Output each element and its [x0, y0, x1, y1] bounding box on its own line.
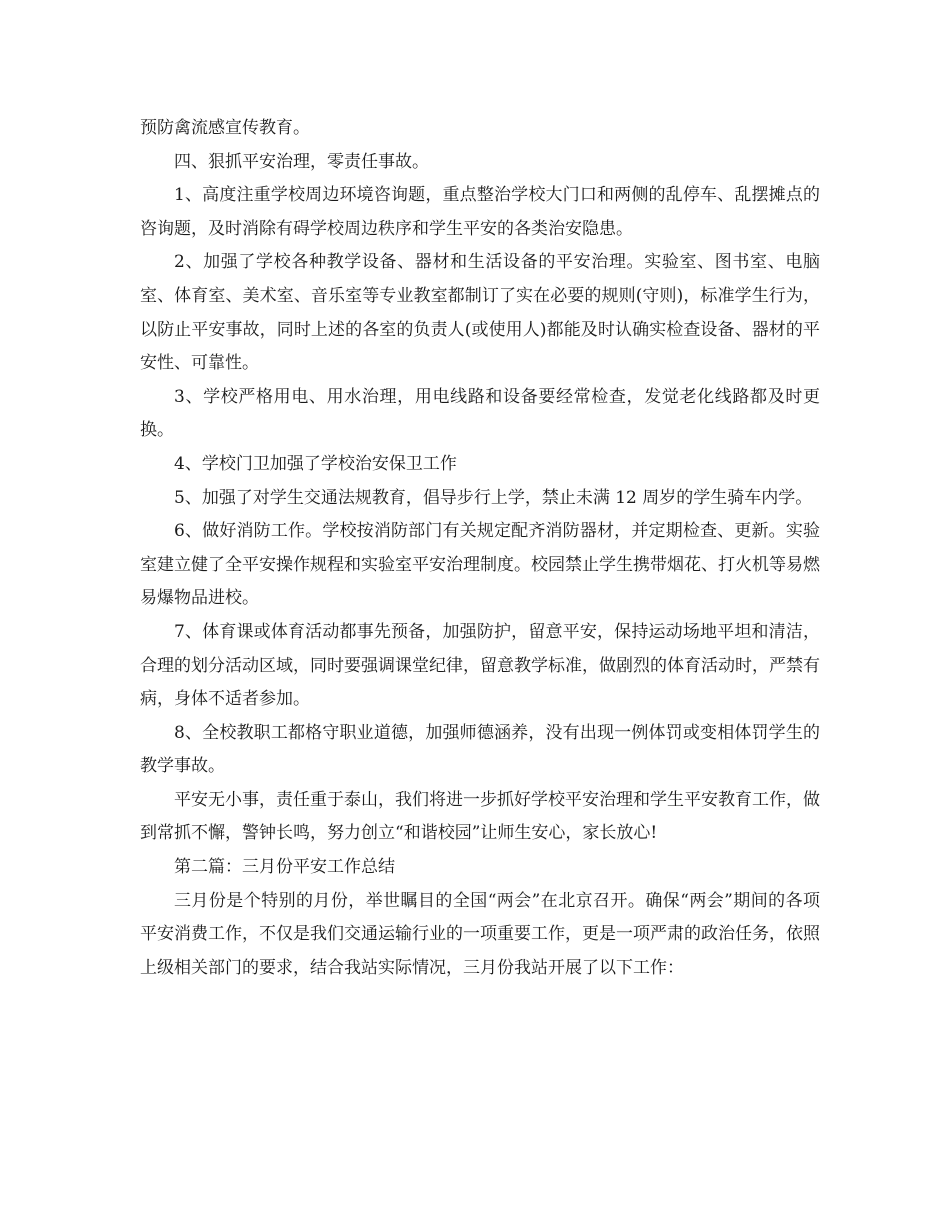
- paragraph-7: 5、加强了对学生交通法规教育，倡导步行上学，禁止未满 12 周岁的学生骑车内学。: [174, 487, 813, 508]
- paragraph-10: 8、全校教职工都格守职业道德，加强师德涵养，没有出现一例体罚或变相体罚学生的教学事故。: [140, 722, 820, 777]
- section-heading: 第二篇：三月份平安工作总结: [174, 857, 395, 878]
- paragraph-1: 预防禽流感宣传教育。: [140, 118, 310, 138]
- paragraph-2: 四、狠抓平安治理，零责任事故。: [174, 151, 429, 172]
- paragraph-6: 4、学校门卫加强了学校治安保卫工作: [174, 453, 457, 474]
- paragraph-5: 3、学校严格用电、用水治理，用电线路和设备要经常检查，发觉老化线路都及时更换。: [140, 386, 820, 441]
- paragraph-13: 三月份是个特别的月份，举世瞩目的全国“两会”在北京召开。确保“两会”期间的各项平安消费工作，不仅是我们交通运输行业的一项重要工作，更是一项严肃的政治任务，依照上级相关部门的要求，结合我站实际情况，三月份我站开展了以下工作：: [140, 890, 820, 978]
- document-body: [140, 112, 820, 985]
- paragraph-3: 1、高度注重学校周边环境咨询题，重点整治学校大门口和两侧的乱停车、乱摆摊点的咨询题，及时消除有碍学校周边秩序和学生平安的各类治安隐患。: [140, 185, 820, 239]
- paragraph-9: 7、体育课或体育活动都事先预备，加强防护，留意平安，保持运动场地平坦和清洁，合理的划分活动区域，同时要强调课堂纪律，留意教学标准，做剧烈的体育活动时，严禁有病，身体不适者参加。: [140, 621, 820, 710]
- paragraph-8: 6、做好消防工作。学校按消防部门有关规定配齐消防器材，并定期检查、更新。实验室建立健了全平安操作规程和实验室平安治理制度。校园禁止学生携带烟花、打火机等易燃易爆物品进校。: [140, 521, 820, 609]
- paragraph-4: 2、加强了学校各种教学设备、器材和生活设备的平安治理。实验室、图书室、电脑室、体育室、美术室、音乐室等专业教室都制订了实在必要的规则(守则)，标准学生行为，以防止平安事故，同时上述的各室的负责人(或使用人)都能及时认确实检查设备、器材的平安性、可靠性。: [140, 252, 820, 374]
- paragraph-11: 平安无小事，责任重于泰山，我们将进一步抓好学校平安治理和学生平安教育工作，做到常抓不懈，警钟长鸣，努力创立“和谐校园”让师生安心，家长放心!: [140, 789, 820, 844]
